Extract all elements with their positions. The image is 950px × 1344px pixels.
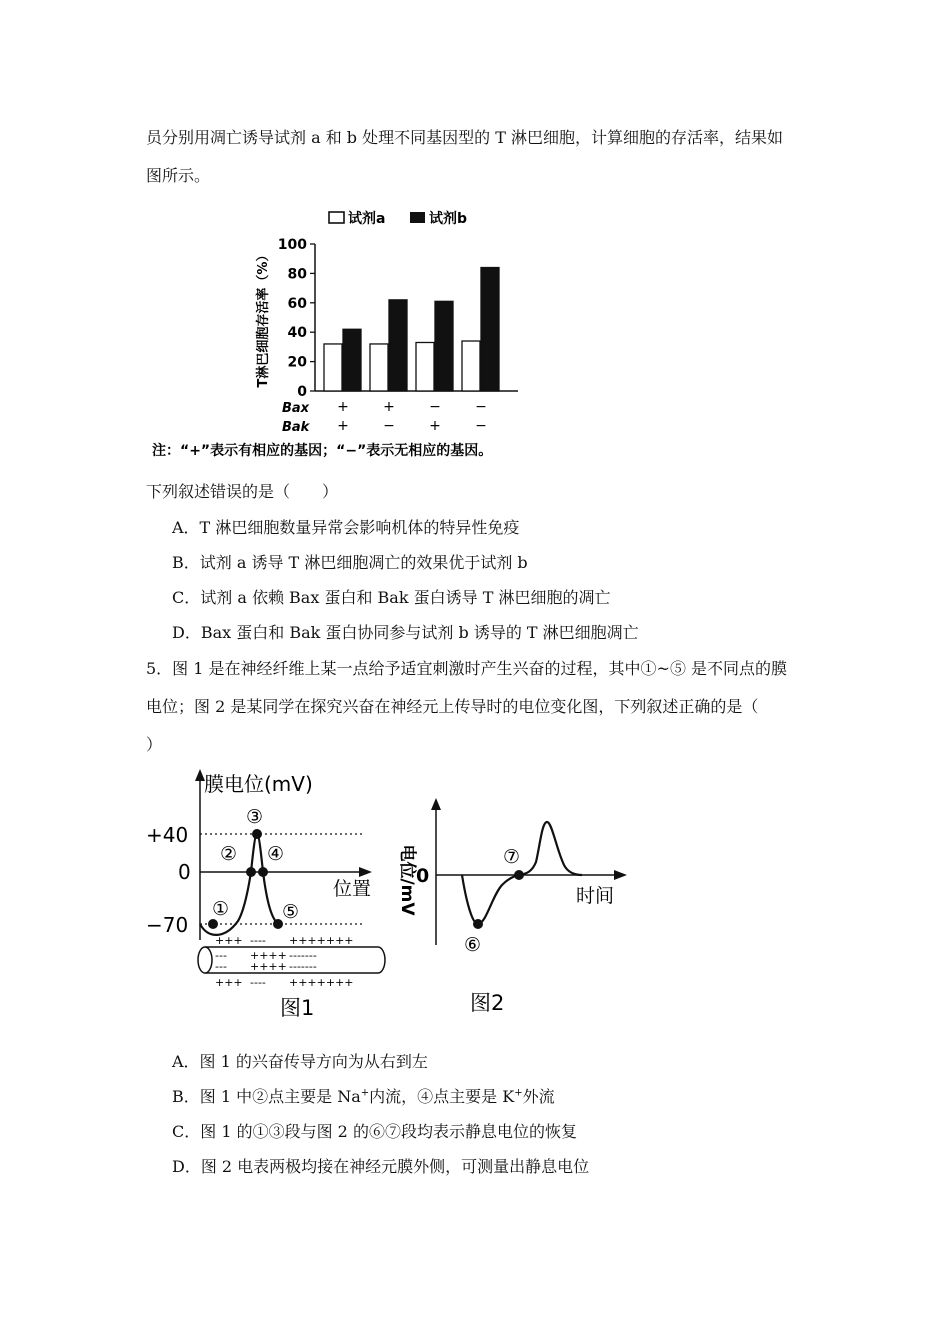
fig1-y-label: 膜电位(mV) xyxy=(204,772,313,796)
fig1-label-2: ② xyxy=(220,843,238,865)
bar-reagent-b xyxy=(435,301,453,391)
fig1-point-1 xyxy=(208,919,218,929)
fig1-tick-plus40: +40 xyxy=(146,823,189,847)
fig2-caption: 图2 xyxy=(470,991,505,1015)
charge-out-top-right: +++++++ xyxy=(289,934,354,947)
legend-swatch-a xyxy=(329,212,344,223)
q5-stem-line-2: 电位；图 2 是某同学在探究兴奋在神经元上传导时的电位变化图，下列叙述正确的是（ xyxy=(146,697,759,716)
bar-reagent-a xyxy=(324,344,342,391)
q5-option-d: D．图 2 电表两极均接在神经元膜外侧，可测量出静息电位 xyxy=(172,1157,590,1176)
bak-genotype-sign: + xyxy=(429,418,441,434)
bak-genotype-sign: − xyxy=(475,418,487,434)
q4-option-a: A．T 淋巴细胞数量异常会影响机体的特异性免疫 xyxy=(172,518,520,537)
chart-note: 注：“+”表示有相应的基因；“−”表示无相应的基因。 xyxy=(152,443,493,459)
fig1-point-2 xyxy=(246,867,256,877)
charge-in2-left: --- xyxy=(215,960,227,973)
fig1-x-label: 位置 xyxy=(333,878,372,900)
bar-reagent-b xyxy=(343,329,361,391)
bax-genotype-sign: − xyxy=(429,399,441,415)
bar-reagent-b xyxy=(389,300,407,391)
fig1-x-arrow xyxy=(359,867,372,877)
fig1-point-3 xyxy=(252,829,262,839)
q5-option-b-part3: 外流 xyxy=(522,1087,555,1106)
q5-option-b xyxy=(172,1087,555,1107)
y-tick-label: 100 xyxy=(277,237,307,253)
bak-row-label: Bak xyxy=(282,420,310,435)
figure-2-potential-change xyxy=(380,790,640,1020)
charge-in1-left: --- xyxy=(215,949,227,962)
fig2-label-7: ⑦ xyxy=(503,846,521,868)
bar-reagent-a xyxy=(370,344,388,391)
charge-in2-right: ------- xyxy=(289,960,317,973)
fig1-tick-minus70: −70 xyxy=(146,913,189,937)
q4-stem: 下列叙述错误的是（ ） xyxy=(146,482,339,501)
q5-option-a: A．图 1 的兴奋传导方向为从右到左 xyxy=(172,1052,428,1071)
fig1-caption: 图1 xyxy=(280,996,315,1020)
fig2-point-6 xyxy=(473,919,483,929)
bar-reagent-b xyxy=(481,268,499,391)
survival-bar-chart xyxy=(152,200,660,466)
charge-out-bottom-left: +++ xyxy=(215,976,243,989)
bak-genotype-sign: + xyxy=(337,418,349,434)
bak-genotype-sign: − xyxy=(383,418,395,434)
charge-out-bottom-mid: ---- xyxy=(250,976,266,989)
fig2-x-arrow xyxy=(614,870,627,880)
charge-in1-mid: ++++ xyxy=(250,949,287,962)
fig2-label-6: ⑥ xyxy=(464,934,482,956)
fig1-label-3: ③ xyxy=(246,806,264,828)
y-tick-label: 80 xyxy=(287,266,307,283)
y-tick-label: 60 xyxy=(287,295,307,312)
fig2-y-arrow xyxy=(431,798,441,810)
fig1-point-4 xyxy=(258,867,268,877)
bar-reagent-a xyxy=(462,341,480,391)
y-tick-label: 40 xyxy=(287,325,307,342)
fiber-left-end xyxy=(198,947,212,973)
k-superscript: + xyxy=(514,1087,523,1099)
legend-label-b: 试剂b xyxy=(429,211,468,227)
q5-stem-line-3: ） xyxy=(146,735,163,754)
charge-out-top-mid: ---- xyxy=(250,934,266,947)
q5-stem-line-1: 5．图 1 是在神经纤维上某一点给予适宜刺激时产生兴奋的过程，其中①~⑤ 是不同点的膜 xyxy=(146,659,788,678)
y-axis-label: T淋巴细胞存活率（%） xyxy=(256,248,271,388)
q5-option-b-part1: B．图 1 中②点主要是 Na xyxy=(172,1087,361,1106)
fig1-tick-zero: 0 xyxy=(178,860,191,884)
fig2-point-7 xyxy=(514,870,524,880)
charge-in2-mid: ++++ xyxy=(250,960,287,973)
q4-option-c: C．试剂 a 依赖 Bax 蛋白和 Bak 蛋白诱导 T 淋巴细胞的凋亡 xyxy=(172,588,611,607)
bax-genotype-sign: + xyxy=(337,399,349,415)
q5-option-c: C．图 1 的①③段与图 2 的⑥⑦段均表示静息电位的恢复 xyxy=(172,1122,577,1141)
y-tick-label: 20 xyxy=(287,354,307,371)
q4-option-d: D．Bax 蛋白和 Bak 蛋白协同参与试剂 b 诱导的 T 淋巴细胞凋亡 xyxy=(172,623,639,642)
bar-reagent-a xyxy=(416,342,434,391)
q5-option-b-part2: 内流，④点主要是 K xyxy=(369,1087,515,1106)
na-superscript: + xyxy=(360,1087,370,1099)
charge-out-top-left: +++ xyxy=(215,934,243,947)
q4-option-b: B．试剂 a 诱导 T 淋巴细胞凋亡的效果优于试剂 b xyxy=(172,553,528,572)
charge-in1-right: ------- xyxy=(289,949,317,962)
intro-line-1: 员分别用凋亡诱导试剂 a 和 b 处理不同基因型的 T 淋巴细胞，计算细胞的存活率，结果如 xyxy=(146,128,783,147)
legend-label-a: 试剂a xyxy=(348,211,386,227)
y-tick-label: 0 xyxy=(297,384,307,400)
legend-swatch-b xyxy=(410,212,425,223)
fig1-label-1: ① xyxy=(212,898,230,920)
bax-genotype-sign: − xyxy=(475,399,487,415)
bax-row-label: Bax xyxy=(282,401,310,416)
fig2-zero-label: 0 xyxy=(416,865,430,887)
fig1-label-4: ④ xyxy=(267,843,285,865)
bax-genotype-sign: + xyxy=(383,399,395,415)
fig2-x-label: 时间 xyxy=(576,885,615,907)
charge-out-bottom-right: +++++++ xyxy=(289,976,354,989)
fig2-y-label: 电位/mV xyxy=(397,844,417,916)
figure-1-membrane-potential xyxy=(140,765,380,1025)
fig1-label-5: ⑤ xyxy=(282,901,300,923)
intro-line-2: 图所示。 xyxy=(146,166,211,185)
